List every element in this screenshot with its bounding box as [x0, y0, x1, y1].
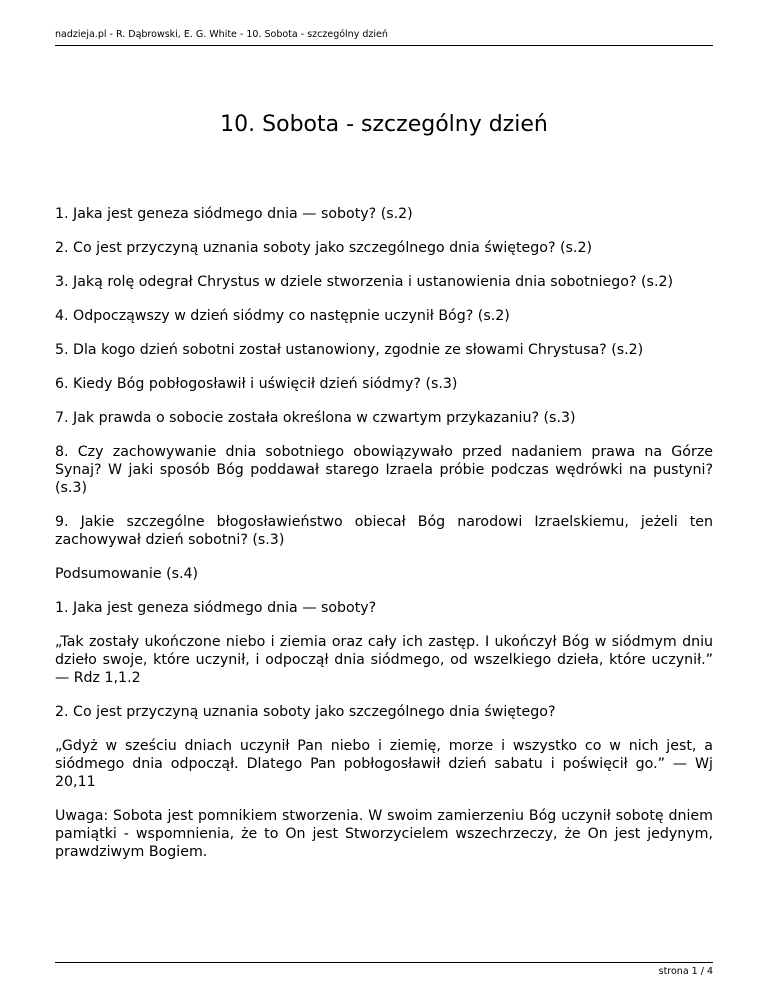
question-1: 1. Jaka jest geneza siódmego dnia — soboty? (s.2) [55, 206, 413, 222]
question-9: 9. Jakie szczególne błogosławieństwo obiecał Bóg narodowi Izraelskiemu, jeżeli ten zachowywał dzień sobotni? (s.3) [55, 514, 713, 548]
summary-question-1: 1. Jaka jest geneza siódmego dnia — soboty? [55, 600, 377, 616]
header-text: nadzieja.pl - R. Dąbrowski, E. G. White - 10. Sobota - szczególny dzień [55, 29, 388, 40]
quote-genesis: „Tak zostały ukończone niebo i ziemia oraz cały ich zastęp. I ukończył Bóg w siódmym dniu dzieło swoje, które uczynił, i odpoczął dnia siódmego, od wszelkiego dzieła, które uczynił.” — Rdz 1,1.2 [55, 634, 713, 686]
page-header [55, 27, 713, 46]
question-2: 2. Co jest przyczyną uznania soboty jako szczególnego dnia świętego? (s.2) [55, 240, 593, 256]
question-8: 8. Czy zachowywanie dnia sobotniego obowiązywało przed nadaniem prawa na Górze Synaj? W jaki sposób Bóg poddawał starego Izraela próbie podczas wędrówki na pustyni? (s.3) [55, 444, 713, 496]
summary-question-2: 2. Co jest przyczyną uznania soboty jako szczególnego dnia świętego? [55, 704, 556, 720]
note-paragraph: Uwaga: Sobota jest pomnikiem stworzenia. W swoim zamierzeniu Bóg uczynił sobotę dniem pamiątki - wspomnienia, że to On jest Stworzycielem wszechrzeczy, że On jest jedynym, prawdziwym Bogiem. [55, 808, 713, 860]
page-number: strona 1 / 4 [658, 966, 713, 977]
document-title: 10. Sobota - szczególny dzień [220, 112, 548, 137]
page-footer [55, 962, 713, 977]
question-7: 7. Jak prawda o sobocie została określona w czwartym przykazaniu? (s.3) [55, 410, 576, 426]
question-3: 3. Jaką rolę odegrał Chrystus w dziele stworzenia i ustanowienia dnia sobotniego? (s.2) [55, 274, 674, 290]
document-body [55, 205, 713, 877]
question-6: 6. Kiedy Bóg pobłogosławił i uświęcił dzień siódmy? (s.3) [55, 376, 458, 392]
summary-heading: Podsumowanie (s.4) [55, 566, 199, 582]
quote-exodus: „Gdyż w sześciu dniach uczynił Pan niebo i ziemię, morze i wszystko co w nich jest, a siódmego dnia odpoczął. Dlatego Pan pobłogosławił dzień sabatu i poświęcił go.” — Wj 20,11 [55, 738, 713, 790]
question-4: 4. Odpocząwszy w dzień siódmy co następnie uczynił Bóg? (s.2) [55, 308, 510, 324]
question-5: 5. Dla kogo dzień sobotni został ustanowiony, zgodnie ze słowami Chrystusa? (s.2) [55, 342, 644, 358]
